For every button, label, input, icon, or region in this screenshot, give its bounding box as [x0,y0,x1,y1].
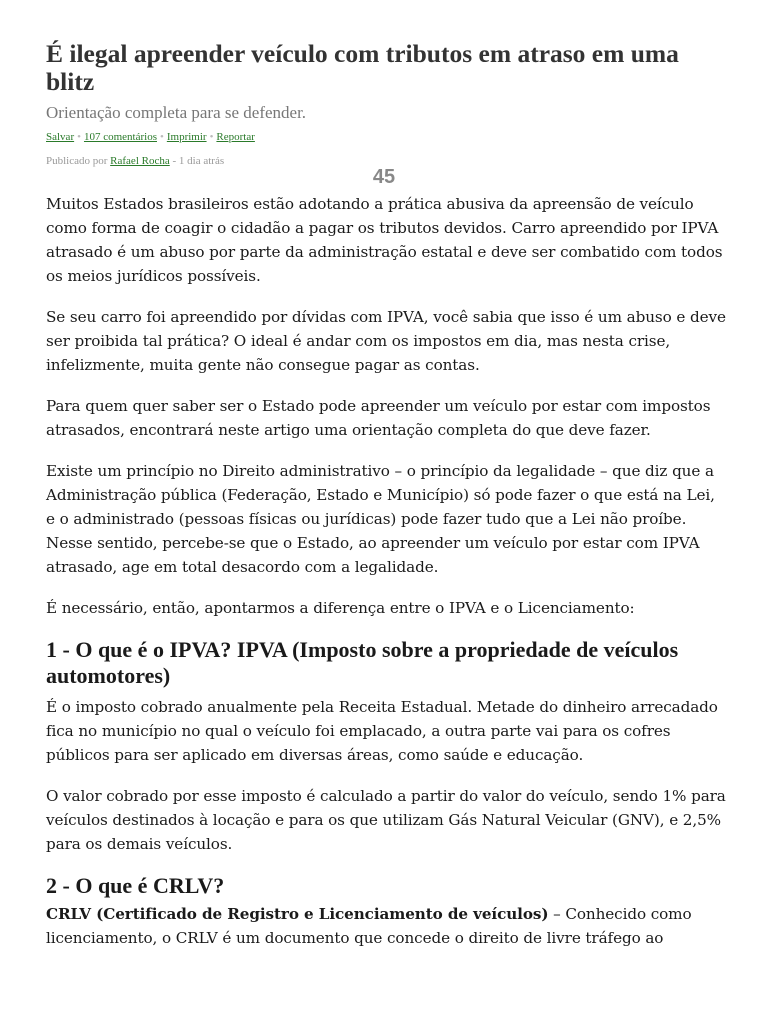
paragraph-crlv [46,902,726,950]
save-link[interactable]: Salvar [46,131,75,143]
author-link[interactable]: Rafael Rocha [110,155,170,167]
paragraph: O valor cobrado por esse imposto é calculado a partir do valor do veículo, sendo 1% para veículos destinados à locação e para os que utilizam Gás Natural Veicular (GNV), e 2,5% para os demais veículos. [46,787,726,853]
byline-time: - 1 dia atrás [172,155,225,167]
comments-link[interactable]: 107 comentários [83,131,157,143]
separator: • [77,131,81,143]
crlv-definition-text: – Conhecido como licenciamento, o CRLV é um documento que concede o direito de livre tráfego ao [46,905,692,947]
paragraph: Para quem quer saber ser o Estado pode apreender um veículo por estar com impostos atrasados, encontrará neste artigo uma orientação completa do que deve fazer. [46,397,711,439]
page-number: 45 [372,166,396,188]
separator: • [159,131,164,143]
section-heading-crlv: 2 - O que é CRLV? [46,873,225,898]
paragraph: Existe um princípio no Direito administrativo – o princípio da legalidade – que diz que a Administração pública (Federação, Estado e Município) só pode fazer o que está na Lei, e o administrado (pessoas físicas ou jurídicas) pode fazer tudo que a Lei não proíbe. Nesse sentido, percebe-se que o Estado, ao apreender um veículo por estar com IPVA atrasado, age em total desacordo com a legalidade. [46,462,715,576]
paragraph: É necessário, então, apontarmos a diferença entre o IPVA e o Licenciamento: [46,599,635,617]
article-actions [46,130,726,144]
paragraph: É o imposto cobrado anualmente pela Receita Estadual. Metade do dinheiro arrecadado fica no município no qual o veículo foi emplacado, a outra parte vai para os cofres públicos para ser aplicado em diversas áreas, como saúde e educação. [46,698,718,764]
article-title: É ilegal apreender veículo com tributos em atraso em uma blitz [46,39,679,96]
byline-prefix: Publicado por [46,155,108,167]
print-link[interactable]: Imprimir [166,131,207,143]
article-body [46,192,726,950]
section-heading-ipva: 1 - O que é o IPVA? IPVA (Imposto sobre a propriedade de veículos automotores) [46,637,679,688]
report-link[interactable]: Reportar [216,131,255,143]
crlv-definition-term: CRLV (Certificado de Registro e Licenciamento de veículos) [46,905,549,923]
separator: • [209,131,214,143]
paragraph: Muitos Estados brasileiros estão adotando a prática abusiva da apreensão de veículo como forma de coagir o cidadão a pagar os tributos devidos. Carro apreendido por IPVA atrasado é um abuso por parte da administração estatal e deve ser combatido com todos os meios jurídicos possíveis. [46,195,723,285]
article-subtitle: Orientação completa para se defender. [46,103,307,122]
paragraph: Se seu carro foi apreendido por dívidas com IPVA, você sabia que isso é um abuso e deve ser proibida tal prática? O ideal é andar com os impostos em dia, mas nesta crise, infelizmente, muita gente não consegue pagar as contas. [46,308,726,374]
article [46,40,726,967]
